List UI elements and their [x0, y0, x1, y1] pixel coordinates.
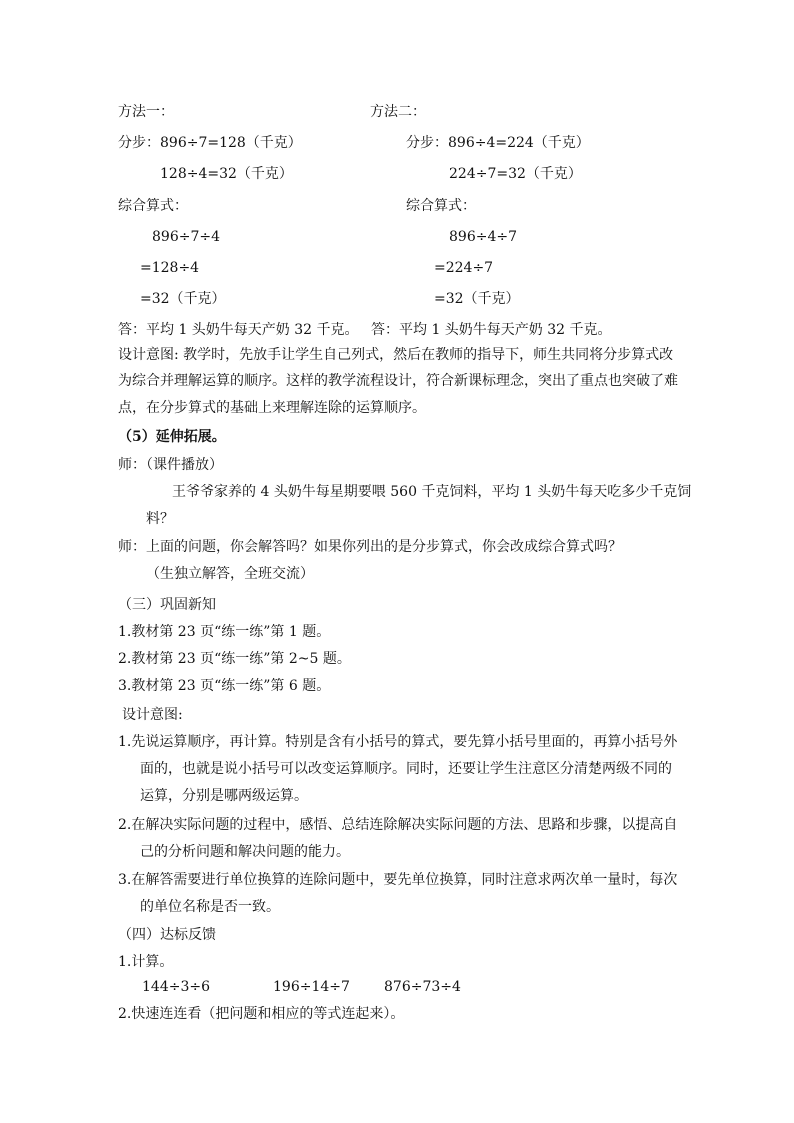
design-point: 运算，分别是哪两级运算。 [140, 788, 308, 804]
teacher-line-1: 师：（课件播放） [118, 457, 223, 473]
answer-2: 答：平均 1 头奶牛每天产奶 32 千克。 [371, 322, 612, 338]
method2-title: 方法二： [370, 104, 426, 120]
method1-combined-label: 综合算式： [118, 198, 188, 214]
connect-instruction: 2.快速连连看（把问题和相应的等式连起来）。 [118, 1006, 405, 1022]
calc-expression: 876÷73÷4 [384, 979, 461, 995]
method1-step1: 分步：896÷7=128（千克） [118, 135, 302, 151]
design-point: 2.在解决实际问题的过程中，感悟、总结连除解决实际问题的方法、思路和步骤，以提高自 [118, 817, 678, 833]
method2-combined-label: 综合算式： [406, 198, 476, 214]
design-point: 己的分析问题和解决问题的能力。 [140, 844, 350, 860]
section-feedback: （四）达标反馈 [118, 927, 216, 943]
exercise-item: 1.教材第 23 页“练一练”第 1 题。 [118, 624, 331, 640]
design-intent-line: 为综合并理解运算的顺序。这样的教学流程设计，符合新课标理念，突出了重点也突破了难 [118, 373, 678, 389]
method2-expr1: 896÷4÷7 [449, 229, 517, 245]
calc-title: 1.计算。 [118, 954, 174, 970]
section-extension: （5）延伸拓展。 [118, 429, 226, 445]
section-consolidate: （三）巩固新知 [118, 597, 216, 613]
design-point: 面的，也就是说小括号可以改变运算顺序。同时，还要让学生注意区分清楚两级不同的 [140, 761, 672, 777]
design-intent-line: 设计意图: 教学时，先放手让学生自己列式，然后在教师的指导下，师生共同将分步算式改 [118, 347, 674, 363]
design-point: 1.先说运算顺序，再计算。特别是含有小括号的算式，要先算小括号里面的，再算小括号外 [118, 734, 678, 750]
teacher-line-2: 师：上面的问题，你会解答吗？如果你列出的是分步算式，你会改成综合算式吗？ [118, 539, 622, 555]
calc-expression: 144÷3÷6 [142, 979, 210, 995]
problem-line: 王爷爷家养的 4 头奶牛每星期要喂 560 千克饲料，平均 1 头奶牛每天吃多少千克饲 [172, 484, 692, 500]
design-point: 3.在解答需要进行单位换算的连除问题中，要先单位换算，同时注意求两次单一量时，每次 [118, 872, 678, 888]
method1-title: 方法一： [118, 104, 174, 120]
method1-expr3: =32（千克） [140, 291, 226, 307]
student-line: （生独立解答，全班交流） [146, 566, 314, 582]
exercise-item: 3.教材第 23 页“练一练”第 6 题。 [118, 678, 331, 694]
design-intent-line: 点，在分步算式的基础上来理解连除的运算顺序。 [118, 400, 426, 416]
method1-expr2: =128÷4 [140, 260, 200, 276]
method2-step1: 分步：896÷4=224（千克） [406, 135, 590, 151]
design-intent-title: 设计意图: [122, 707, 183, 723]
exercise-item: 2.教材第 23 页“练一练”第 2~5 题。 [118, 651, 351, 667]
method1-step2: 128÷4=32（千克） [160, 166, 293, 182]
method2-expr3: =32（千克） [434, 291, 520, 307]
method2-expr2: =224÷7 [434, 260, 494, 276]
calc-expression: 196÷14÷7 [273, 979, 350, 995]
answer-1: 答：平均 1 头奶牛每天产奶 32 千克。 [118, 322, 359, 338]
design-point: 的单位名称是否一致。 [140, 899, 280, 915]
method2-step2: 224÷7=32（千克） [449, 166, 582, 182]
problem-line: 料？ [146, 511, 174, 527]
method1-expr1: 896÷7÷4 [152, 229, 220, 245]
